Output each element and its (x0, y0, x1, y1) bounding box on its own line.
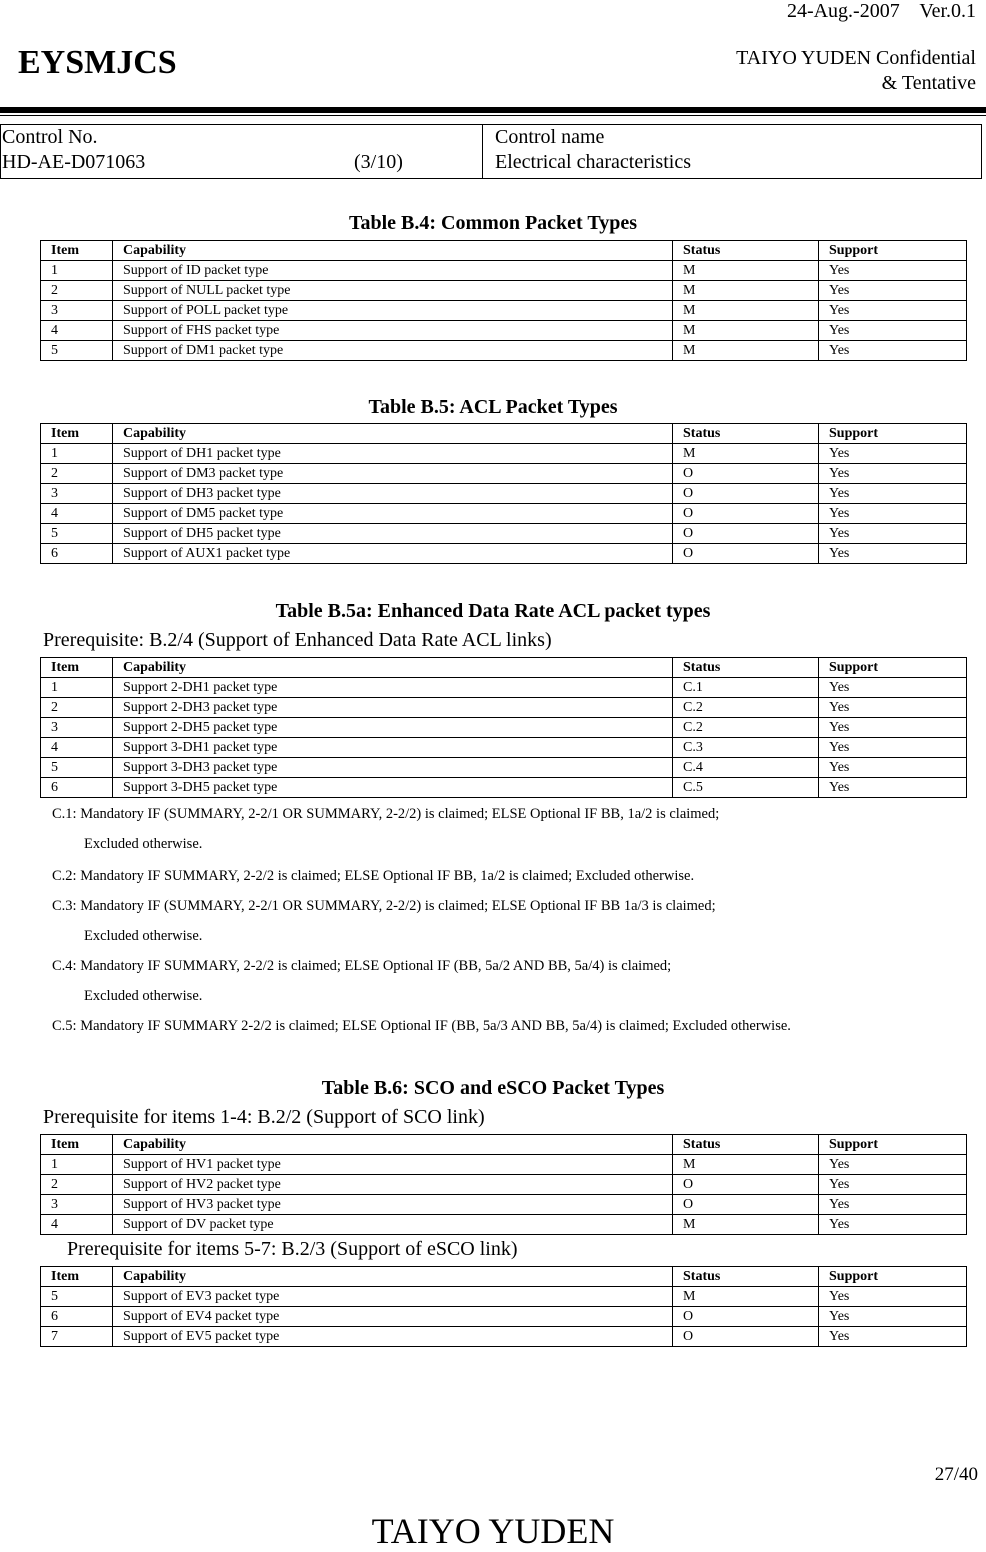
cell-item: 3 (41, 484, 113, 504)
note-c4-cont: Excluded otherwise. (84, 988, 203, 1004)
cell-status: C.4 (673, 758, 819, 778)
control-page: (3/10) (354, 151, 403, 173)
table-row (41, 301, 967, 321)
cell-capability: Support 2-DH5 packet type (113, 718, 673, 738)
confidential-line-1: TAIYO YUDEN Confidential (736, 47, 976, 69)
cell-status: M (673, 261, 819, 281)
column-header-capability: Capability (113, 424, 673, 444)
cell-item: 5 (41, 341, 113, 361)
cell-support: Yes (819, 444, 967, 464)
column-header-status: Status (673, 1135, 819, 1155)
table-header-row (41, 241, 967, 261)
cell-item: 3 (41, 718, 113, 738)
column-header-support: Support (819, 1135, 967, 1155)
cell-capability: Support of DM1 packet type (113, 341, 673, 361)
document-logo: EYSMJCS (18, 44, 177, 81)
note-c3-cont: Excluded otherwise. (84, 928, 203, 944)
cell-status: M (673, 301, 819, 321)
cell-item: 6 (41, 1307, 113, 1327)
cell-status: M (673, 341, 819, 361)
note-c3: C.3: Mandatory IF (SUMMARY, 2-2/1 OR SUMMARY, 2-2/2) is claimed; ELSE Optional IF BB 1a/3 is claimed; (52, 898, 716, 914)
cell-item: 1 (41, 678, 113, 698)
cell-status: C.3 (673, 738, 819, 758)
cell-status: M (673, 1215, 819, 1235)
note-c1-cont: Excluded otherwise. (84, 836, 203, 852)
cell-status: C.2 (673, 718, 819, 738)
cell-status: M (673, 281, 819, 301)
column-header-status: Status (673, 658, 819, 678)
cell-support: Yes (819, 341, 967, 361)
column-header-capability: Capability (113, 241, 673, 261)
column-header-support: Support (819, 241, 967, 261)
cell-item: 6 (41, 544, 113, 564)
cell-support: Yes (819, 738, 967, 758)
table-row (41, 678, 967, 698)
column-header-item: Item (41, 241, 113, 261)
table-row (41, 524, 967, 544)
cell-capability: Support 2-DH3 packet type (113, 698, 673, 718)
note-c5: C.5: Mandatory IF SUMMARY 2-2/2 is claimed; ELSE Optional IF (BB, 5a/3 AND BB, 5a/4) is claimed; Excluded otherwise. (52, 1018, 791, 1034)
cell-support: Yes (819, 484, 967, 504)
table-row (41, 738, 967, 758)
table-b6-prerequisite-sco: Prerequisite for items 1-4: B.2/2 (Support of SCO link) (43, 1106, 485, 1128)
cell-support: Yes (819, 1195, 967, 1215)
cell-support: Yes (819, 1175, 967, 1195)
control-box (0, 124, 982, 179)
note-c4: C.4: Mandatory IF SUMMARY, 2-2/2 is claimed; ELSE Optional IF (BB, 5a/2 AND BB, 5a/4) is claimed; (52, 958, 672, 974)
cell-capability: Support 3-DH3 packet type (113, 758, 673, 778)
cell-support: Yes (819, 778, 967, 798)
control-no-label: Control No. (2, 126, 98, 148)
cell-capability: Support of DH1 packet type (113, 444, 673, 464)
cell-item: 1 (41, 261, 113, 281)
cell-item: 2 (41, 464, 113, 484)
table-row (41, 544, 967, 564)
table-header-row (41, 1267, 967, 1287)
cell-capability: Support of EV3 packet type (113, 1287, 673, 1307)
cell-capability: Support of HV2 packet type (113, 1175, 673, 1195)
cell-status: M (673, 321, 819, 341)
header-rule-thin (0, 115, 986, 116)
cell-item: 2 (41, 281, 113, 301)
cell-support: Yes (819, 321, 967, 341)
cell-status: O (673, 1195, 819, 1215)
cell-item: 4 (41, 504, 113, 524)
cell-item: 3 (41, 301, 113, 321)
cell-capability: Support 3-DH5 packet type (113, 778, 673, 798)
cell-support: Yes (819, 758, 967, 778)
cell-support: Yes (819, 718, 967, 738)
control-name: Electrical characteristics (495, 151, 691, 173)
cell-capability: Support of EV4 packet type (113, 1307, 673, 1327)
footer-company: TAIYO YUDEN (371, 1511, 615, 1551)
cell-status: C.1 (673, 678, 819, 698)
cell-capability: Support 2-DH1 packet type (113, 678, 673, 698)
cell-support: Yes (819, 544, 967, 564)
table-row (41, 778, 967, 798)
cell-capability: Support of ID packet type (113, 261, 673, 281)
cell-status: M (673, 444, 819, 464)
note-c2: C.2: Mandatory IF SUMMARY, 2-2/2 is claimed; ELSE Optional IF BB, 1a/2 is claimed; Excluded otherwise. (52, 868, 695, 884)
cell-status: O (673, 1307, 819, 1327)
header-rule-thick (0, 107, 986, 113)
cell-support: Yes (819, 678, 967, 698)
column-header-capability: Capability (113, 1135, 673, 1155)
cell-capability: Support of DM5 packet type (113, 504, 673, 524)
cell-support: Yes (819, 1307, 967, 1327)
cell-capability: Support of HV1 packet type (113, 1155, 673, 1175)
page-number: 27/40 (934, 1464, 978, 1485)
column-header-status: Status (673, 1267, 819, 1287)
control-name-cell (483, 125, 691, 178)
table-row (41, 484, 967, 504)
column-header-capability: Capability (113, 1267, 673, 1287)
cell-status: O (673, 1327, 819, 1347)
cell-item: 2 (41, 1175, 113, 1195)
table-row (41, 698, 967, 718)
table-b5a-prerequisite: Prerequisite: B.2/4 (Support of Enhanced Data Rate ACL links) (43, 629, 552, 651)
control-name-label: Control name (495, 126, 605, 148)
cell-status: O (673, 544, 819, 564)
column-header-support: Support (819, 658, 967, 678)
table-b6-sco (40, 1134, 967, 1235)
cell-status: O (673, 1175, 819, 1195)
table-row (41, 261, 967, 281)
table-row (41, 464, 967, 484)
table-row (41, 1195, 967, 1215)
cell-support: Yes (819, 261, 967, 281)
column-header-capability: Capability (113, 658, 673, 678)
column-header-support: Support (819, 424, 967, 444)
cell-capability: Support of DH3 packet type (113, 484, 673, 504)
cell-item: 1 (41, 1155, 113, 1175)
table-b4-title: Table B.4: Common Packet Types (349, 212, 637, 234)
table-b5a-title: Table B.5a: Enhanced Data Rate ACL packet types (275, 600, 711, 622)
table-row (41, 718, 967, 738)
cell-status: O (673, 464, 819, 484)
cell-item: 5 (41, 758, 113, 778)
cell-capability: Support of EV5 packet type (113, 1327, 673, 1347)
table-b6-title: Table B.6: SCO and eSCO Packet Types (321, 1077, 665, 1099)
cell-support: Yes (819, 698, 967, 718)
cell-item: 1 (41, 444, 113, 464)
cell-support: Yes (819, 301, 967, 321)
cell-status: C.5 (673, 778, 819, 798)
table-header-row (41, 658, 967, 678)
cell-capability: Support of NULL packet type (113, 281, 673, 301)
cell-item: 7 (41, 1327, 113, 1347)
cell-status: O (673, 524, 819, 544)
column-header-item: Item (41, 658, 113, 678)
table-header-row (41, 1135, 967, 1155)
cell-support: Yes (819, 1287, 967, 1307)
cell-item: 6 (41, 778, 113, 798)
cell-support: Yes (819, 524, 967, 544)
cell-status: M (673, 1287, 819, 1307)
note-c1: C.1: Mandatory IF (SUMMARY, 2-2/1 OR SUMMARY, 2-2/2) is claimed; ELSE Optional IF BB, 1a/2 is claimed; (52, 806, 720, 822)
cell-status: O (673, 504, 819, 524)
cell-item: 3 (41, 1195, 113, 1215)
column-header-status: Status (673, 424, 819, 444)
cell-support: Yes (819, 464, 967, 484)
table-row (41, 321, 967, 341)
cell-support: Yes (819, 1215, 967, 1235)
column-header-item: Item (41, 424, 113, 444)
table-row (41, 1327, 967, 1347)
table-row (41, 1155, 967, 1175)
cell-capability: Support of AUX1 packet type (113, 544, 673, 564)
cell-capability: Support of DH5 packet type (113, 524, 673, 544)
table-row (41, 1307, 967, 1327)
table-row (41, 444, 967, 464)
cell-item: 2 (41, 698, 113, 718)
column-header-item: Item (41, 1267, 113, 1287)
cell-item: 4 (41, 738, 113, 758)
cell-capability: Support of DM3 packet type (113, 464, 673, 484)
cell-capability: Support of FHS packet type (113, 321, 673, 341)
table-row (41, 504, 967, 524)
table-header-row (41, 424, 967, 444)
cell-item: 4 (41, 1215, 113, 1235)
cell-capability: Support of DV packet type (113, 1215, 673, 1235)
confidential-notice (736, 46, 976, 96)
cell-item: 4 (41, 321, 113, 341)
cell-capability: Support 3-DH1 packet type (113, 738, 673, 758)
cell-support: Yes (819, 504, 967, 524)
cell-item: 5 (41, 524, 113, 544)
table-row (41, 341, 967, 361)
cell-item: 5 (41, 1287, 113, 1307)
cell-capability: Support of POLL packet type (113, 301, 673, 321)
table-b5-title: Table B.5: ACL Packet Types (368, 396, 618, 418)
table-b6-prerequisite-esco: Prerequisite for items 5-7: B.2/3 (Support of eSCO link) (67, 1238, 518, 1260)
cell-support: Yes (819, 1327, 967, 1347)
cell-support: Yes (819, 281, 967, 301)
cell-support: Yes (819, 1155, 967, 1175)
table-row (41, 1215, 967, 1235)
column-header-item: Item (41, 1135, 113, 1155)
control-number-cell (1, 125, 483, 178)
table-row (41, 1287, 967, 1307)
column-header-support: Support (819, 1267, 967, 1287)
table-row (41, 1175, 967, 1195)
table-b4 (40, 240, 967, 361)
cell-status: M (673, 1155, 819, 1175)
table-b5 (40, 423, 967, 564)
table-row (41, 281, 967, 301)
cell-capability: Support of HV3 packet type (113, 1195, 673, 1215)
table-b5a (40, 657, 967, 798)
date-version: 24-Aug.-2007 Ver.0.1 (786, 0, 976, 22)
cell-status: O (673, 484, 819, 504)
table-b6-esco (40, 1266, 967, 1347)
column-header-status: Status (673, 241, 819, 261)
confidential-line-2: & Tentative (881, 72, 976, 94)
control-no: HD-AE-D071063 (2, 151, 146, 173)
table-row (41, 758, 967, 778)
cell-status: C.2 (673, 698, 819, 718)
